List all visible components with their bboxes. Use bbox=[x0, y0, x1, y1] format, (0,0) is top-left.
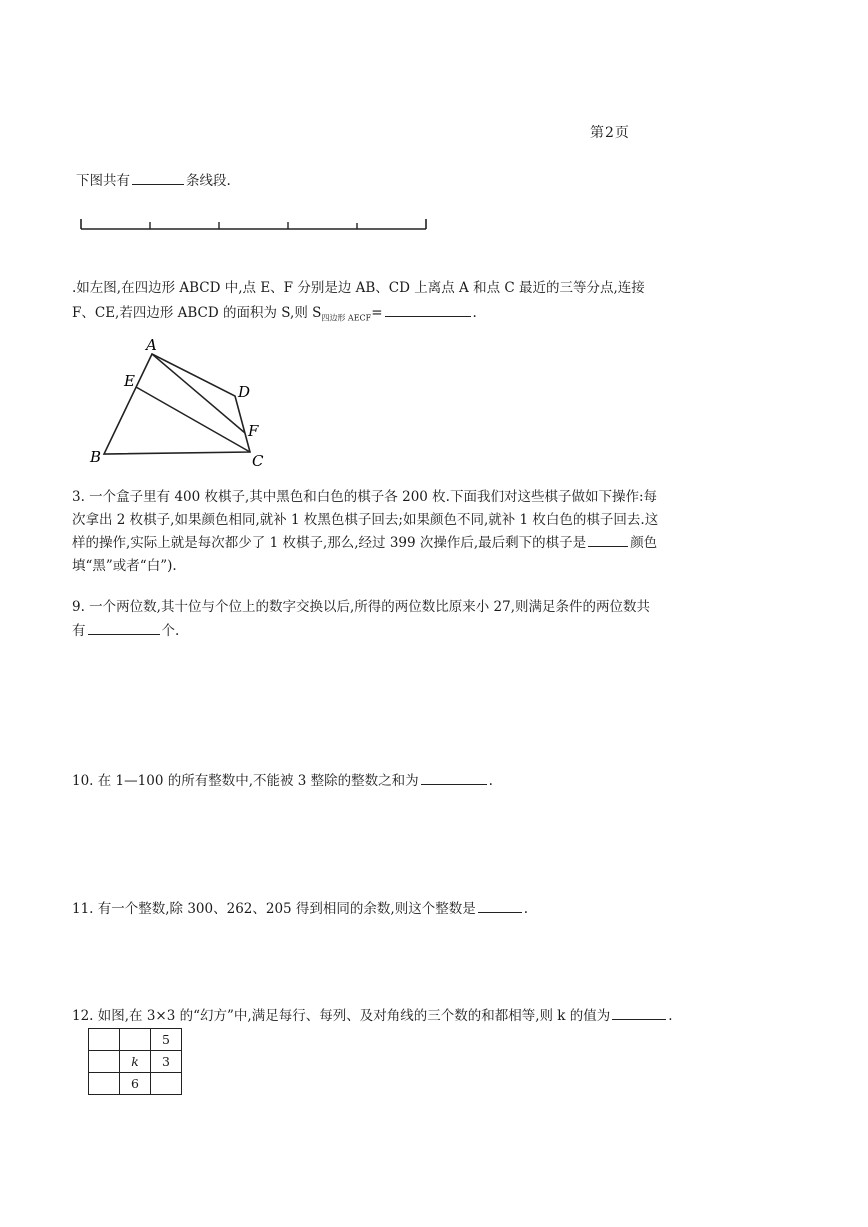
q8-answer-blank[interactable] bbox=[588, 532, 628, 547]
question-9-line-2 bbox=[72, 620, 179, 642]
q9-answer-blank[interactable] bbox=[88, 620, 160, 635]
q12-answer-blank[interactable] bbox=[612, 1005, 666, 1020]
grid-cell bbox=[120, 1029, 151, 1051]
label-e: E bbox=[124, 372, 135, 390]
grid-cell bbox=[89, 1029, 120, 1051]
grid-row bbox=[89, 1073, 182, 1095]
grid-cell bbox=[151, 1073, 182, 1095]
q9-text-pre: 有 bbox=[72, 623, 86, 639]
grid-row bbox=[89, 1029, 182, 1051]
q12-text-post: . bbox=[668, 1008, 673, 1024]
question-8-line-2: 次拿出 2 枚棋子,如果颜色相同,就补 1 枚黑色棋子回去;如果颜色不同,就补 1 枚白色的棋子回去.这 bbox=[72, 512, 659, 528]
q7-text-pre: F、CE,若四边形 ABCD 的面积为 S,则 S bbox=[72, 305, 322, 321]
q12-text-pre: 12. 如图,在 3×3 的“幻方”中,满足每行、每列、及对角线的三个数的和都相等,则 k 的值为 bbox=[72, 1008, 611, 1024]
q10-text-post: . bbox=[488, 773, 493, 789]
question-8-line-4: 填“黑”或者“白”). bbox=[72, 558, 177, 574]
question-9-line-1: 9. 一个两位数,其十位与个位上的数字交换以后,所得的两位数比原来小 27,则满足条件的两位数共 bbox=[72, 599, 651, 615]
q11-answer-blank[interactable] bbox=[478, 898, 522, 913]
q7-answer-blank[interactable] bbox=[385, 302, 471, 317]
q7-text-end: . bbox=[472, 305, 477, 321]
q8-text-pre: 样的操作,实际上就是每次都少了 1 枚棋子,那么,经过 399 次操作后,最后剩下的棋子是 bbox=[72, 535, 587, 551]
segment-figure bbox=[76, 212, 436, 236]
page-number: 第2页 bbox=[590, 125, 630, 141]
q7-subscript: 四边形 AECF bbox=[321, 313, 372, 323]
grid-row bbox=[89, 1051, 182, 1073]
question-10 bbox=[72, 770, 493, 792]
segment-ce bbox=[136, 387, 250, 452]
label-f: F bbox=[248, 422, 259, 440]
q6-text-post: 条线段. bbox=[186, 173, 231, 189]
question-7-line-2 bbox=[72, 302, 477, 330]
q8-text-post: 颜色 bbox=[630, 535, 658, 551]
q6-text-pre: 下图共有 bbox=[76, 173, 130, 189]
question-7-line-1: .如左图,在四边形 ABCD 中,点 E、F 分别是边 AB、CD 上离点 A 和点 C 最近的三等分点,连接 bbox=[72, 280, 645, 296]
label-d: D bbox=[238, 383, 251, 401]
label-a: A bbox=[146, 336, 157, 354]
grid-cell bbox=[89, 1073, 120, 1095]
q6-answer-blank[interactable] bbox=[132, 170, 184, 185]
question-8-line-3 bbox=[72, 532, 657, 554]
grid-cell: 3 bbox=[151, 1051, 182, 1073]
q10-answer-blank[interactable] bbox=[421, 770, 487, 785]
quadrilateral-figure bbox=[80, 330, 290, 475]
q11-text-post: . bbox=[523, 901, 529, 917]
magic-square-grid bbox=[88, 1028, 182, 1095]
question-8-line-1: 3. 一个盒子里有 400 枚棋子,其中黑色和白色的棋子各 200 枚.下面我们对这些棋子做如下操作:每 bbox=[72, 489, 658, 505]
question-12 bbox=[72, 1005, 673, 1027]
q11-text-pre: 11. 有一个整数,除 300、262、205 得到相同的余数,则这个整数是 bbox=[72, 901, 476, 917]
label-c: C bbox=[252, 452, 264, 470]
label-b: B bbox=[90, 448, 102, 466]
grid-cell: 6 bbox=[120, 1073, 151, 1095]
q9-text-post: 个. bbox=[161, 623, 180, 639]
q10-text-pre: 10. 在 1—100 的所有整数中,不能被 3 整除的整数之和为 bbox=[72, 773, 419, 789]
grid-cell-k: k bbox=[120, 1051, 151, 1073]
grid-cell: 5 bbox=[151, 1029, 182, 1051]
q7-text-eq: = bbox=[371, 305, 383, 321]
grid-cell bbox=[89, 1051, 120, 1073]
question-6 bbox=[76, 170, 231, 192]
question-11 bbox=[72, 898, 528, 920]
